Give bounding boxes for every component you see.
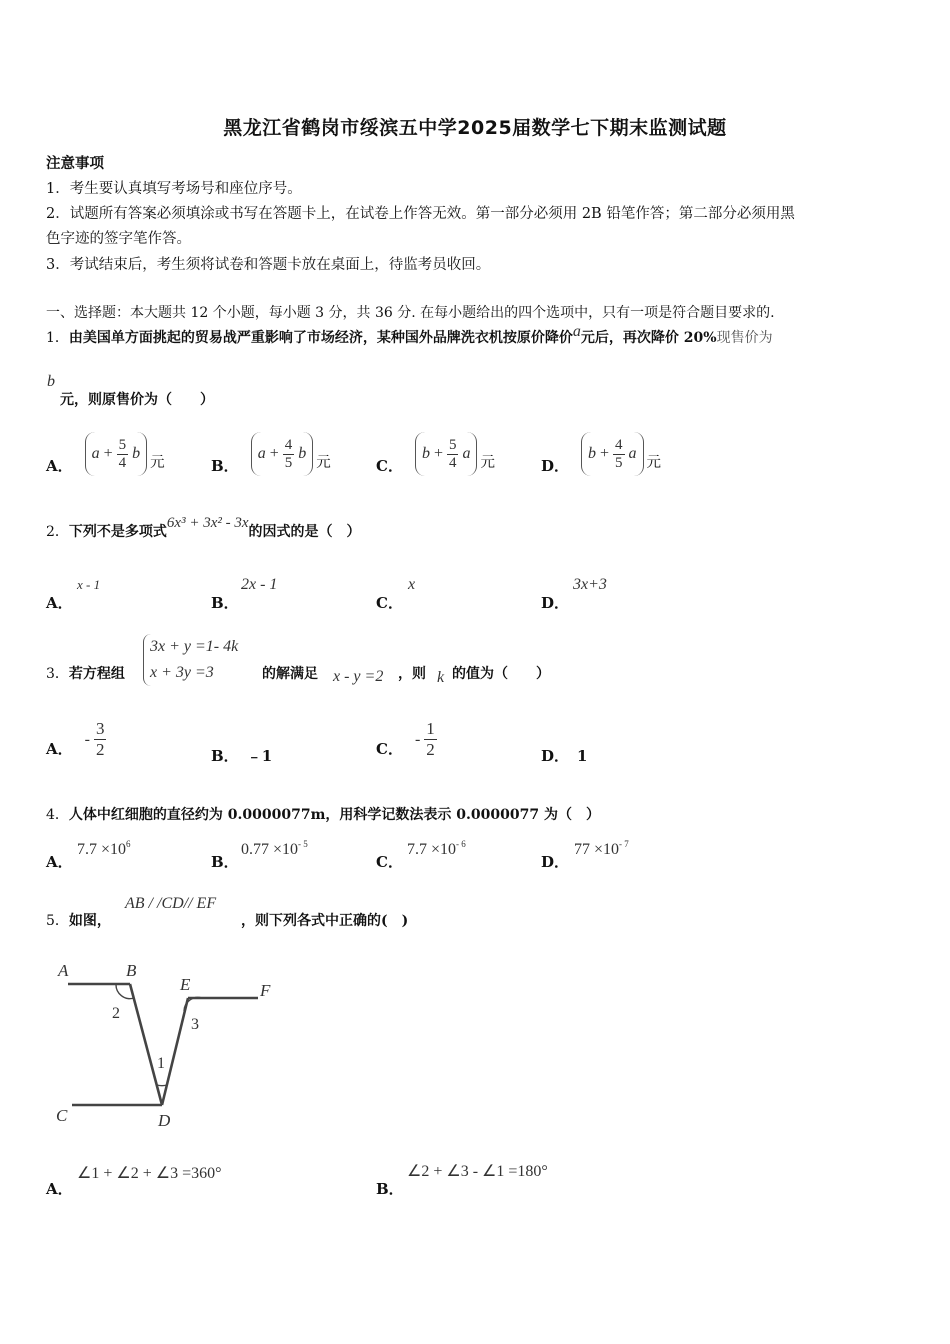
q2-option-d[interactable]: 3x+3 xyxy=(573,576,607,593)
label-angle-3: 3 xyxy=(191,1016,199,1033)
q1-option-a-label: A． xyxy=(46,456,73,475)
q1-c-v2: a xyxy=(462,445,471,462)
page-title: 黑龙江省鹤岗市绥滨五中学2025届数学七下期末监测试题 xyxy=(223,117,727,139)
q2-option-c[interactable]: x xyxy=(408,576,416,593)
q3-a-den: 2 xyxy=(95,740,105,759)
q3-condition: x - y =2 xyxy=(333,668,384,685)
q1-d-v2: a xyxy=(628,445,637,462)
q4-option-c-label[interactable]: C． xyxy=(376,853,403,871)
q1-b-unit: 元 xyxy=(316,454,331,471)
q1-a-den: 4 xyxy=(118,454,127,471)
q3-option-b-label: B． xyxy=(211,747,239,765)
q1-d-unit: 元 xyxy=(646,454,662,471)
q3-var-k: k xyxy=(437,669,445,686)
q4-text: 人体中红细胞的直径约为 0.0000077m，用科学记数法表示 0.0000077 为（ ） xyxy=(68,807,600,823)
q5-text-1: 如图， xyxy=(68,913,111,929)
q2-option-c-label[interactable]: C． xyxy=(376,594,403,612)
q4-option-d[interactable] xyxy=(574,839,629,859)
q2-option-d-label[interactable]: D． xyxy=(541,594,570,612)
q1-var-a: a xyxy=(572,323,581,340)
section-heading: 一、选择题：本大题共 12 个小题，每小题 3 分，共 36 分. 在每小题给出的四个选项中，只有一项是符合题目要求的. xyxy=(46,305,775,321)
q5-condition: AB / /CD// EF xyxy=(125,895,217,912)
segment-de xyxy=(162,998,188,1105)
q4-option-a-label[interactable]: A． xyxy=(46,853,73,871)
question-5 xyxy=(46,910,111,930)
q3-option-d[interactable] xyxy=(541,745,587,766)
q2-option-b-label[interactable]: B． xyxy=(211,594,239,612)
q1-a-unit: 元 xyxy=(150,454,165,471)
q1-b-num: 4 xyxy=(284,436,293,453)
q5-text-2: ，则下列各式中正确的( ) xyxy=(241,913,409,929)
q1-text-1: 由美国单方面挑起的贸易战严重影响了市场经济，某种国外品牌洗衣机按原价降价 xyxy=(68,330,573,346)
q1-text-2: 元后，再次降价 20% xyxy=(580,330,717,346)
q1-d-den: 5 xyxy=(615,454,623,471)
q1-option-b[interactable]: B． a + $\frac{4}{5}$ b 元 xyxy=(211,432,331,476)
q3-text-2: 的解满足 xyxy=(262,666,318,682)
q3-text-3: ，则 xyxy=(398,666,426,682)
q4-c-exp: - 6 xyxy=(456,839,466,849)
q5-option-a[interactable]: ∠1 + ∠2 + ∠3 =360° xyxy=(77,1165,222,1182)
label-e: E xyxy=(180,975,191,994)
q4-option-a[interactable] xyxy=(77,839,131,859)
label-d: D xyxy=(158,1111,171,1130)
q4-option-b-label[interactable]: B． xyxy=(211,853,239,871)
q3-equation-1: 3x + y =1- 4k xyxy=(150,638,239,655)
q1-option-c[interactable]: C． b + $\frac{5}{4}$ a 元 xyxy=(376,432,495,476)
q1-c-num: 5 xyxy=(448,436,457,453)
q2-option-a[interactable]: x - 1 xyxy=(77,577,101,592)
notice-item-1: 1．考生要认真填写考场号和座位序号。 xyxy=(46,181,302,197)
q1-d-num: 4 xyxy=(615,436,623,453)
q4-a-base: 7.7 ×10 xyxy=(77,841,127,858)
q3-option-b-value: ﹣1 xyxy=(246,747,273,765)
q1-b-den: 5 xyxy=(284,454,293,471)
q3-c-sign: - xyxy=(414,730,421,748)
q1-c-v1: b xyxy=(421,445,430,462)
notice-item-2: 2．试题所有答案必须填涂或书写在答题卡上，在试卷上作答无效。第一部分必须用 2B 铅笔作答；第二部分必须用黑 xyxy=(46,206,795,222)
label-a: A xyxy=(58,961,69,980)
q1-c-unit: 元 xyxy=(480,454,495,471)
q4-option-d-label[interactable]: D． xyxy=(541,853,570,871)
q1-option-d-label: D． xyxy=(541,456,570,475)
q1-b-v2: b xyxy=(298,445,307,462)
q3-option-d-value: 1 xyxy=(577,747,588,765)
q5-option-b-label[interactable]: B． xyxy=(376,1180,404,1198)
q2-number: 2． xyxy=(46,524,69,540)
question-3 xyxy=(46,663,125,683)
q2-option-a-label[interactable]: A． xyxy=(46,594,73,612)
q4-option-c[interactable] xyxy=(407,839,466,859)
q3-text-1: 若方程组 xyxy=(68,666,125,682)
q5-option-b[interactable]: ∠2 + ∠3 - ∠1 =180° xyxy=(407,1163,548,1180)
q3-number: 3． xyxy=(46,666,69,682)
q5-number: 5． xyxy=(46,913,69,929)
label-b: B xyxy=(126,961,137,980)
q3-option-b[interactable] xyxy=(211,745,272,766)
q1-a-num: 5 xyxy=(118,436,127,453)
q3-a-num: 3 xyxy=(95,719,105,738)
q3-option-c-label: C． xyxy=(376,740,403,758)
q3-equation-system xyxy=(143,634,238,686)
notice-item-2-cont: 色字迹的签字笔作答。 xyxy=(46,231,191,247)
q5-option-a-label[interactable]: A． xyxy=(46,1180,73,1198)
notice-heading: 注意事项 xyxy=(46,155,104,172)
notice-item-3: 3．考试结束后，考生须将试卷和答题卡放在桌面上，待监考员收回。 xyxy=(46,257,491,273)
q1-option-a[interactable]: A． a + $\frac{5}{4}$ b 元 xyxy=(46,432,165,476)
question-4 xyxy=(46,804,600,824)
q3-a-sign: - xyxy=(84,730,90,748)
q1-option-b-label: B． xyxy=(211,456,239,475)
q3-option-a-label: A． xyxy=(46,740,73,758)
q3-option-a[interactable] xyxy=(46,719,106,760)
label-f: F xyxy=(260,981,271,1000)
q4-number: 4． xyxy=(46,807,69,823)
q4-c-base: 7.7 ×10 xyxy=(407,841,457,858)
q1-option-d[interactable]: D． b + $\frac{4}{5}$ a 元 xyxy=(541,432,661,476)
q3-option-c[interactable] xyxy=(376,719,437,760)
q1-c-den: 4 xyxy=(448,454,457,471)
q2-polynomial: 6x³ + 3x² - 3x xyxy=(166,515,249,531)
q4-a-exp: 6 xyxy=(126,839,131,849)
q4-b-base: 0.77 ×10 xyxy=(241,841,299,858)
q4-b-exp: - 5 xyxy=(298,839,308,849)
parallel-lines-figure xyxy=(50,950,290,1135)
q1-var-b: b xyxy=(47,373,55,390)
angle-1-arc xyxy=(157,1085,167,1086)
q2-text-2: 的因式的是（ ） xyxy=(248,524,361,540)
q3-c-den: 2 xyxy=(426,740,435,759)
label-angle-1: 1 xyxy=(157,1055,165,1072)
q1-a-v2: b xyxy=(132,445,141,462)
q2-text-1: 下列不是多项式 xyxy=(68,524,167,540)
q1-text-4: 元，则原售价为（ ） xyxy=(60,392,214,408)
q3-equation-2: x + 3y =3 xyxy=(150,664,214,681)
q1-b-v1: a xyxy=(257,445,266,462)
q3-text-4: 的值为（ ） xyxy=(452,666,550,682)
q1-number: 1． xyxy=(46,330,69,346)
question-1 xyxy=(46,323,773,347)
q3-option-d-label: D． xyxy=(541,747,570,765)
q1-text-3: 现售价为 xyxy=(716,330,773,346)
q3-c-num: 1 xyxy=(426,719,435,738)
q1-option-c-label: C． xyxy=(376,456,403,475)
q1-a-v1: a xyxy=(91,445,100,462)
q2-option-b[interactable]: 2x - 1 xyxy=(241,576,278,593)
label-angle-2: 2 xyxy=(112,1005,120,1022)
question-2 xyxy=(46,515,361,541)
label-c: C xyxy=(56,1106,68,1125)
q4-option-b[interactable] xyxy=(241,839,308,859)
q4-d-exp: - 7 xyxy=(619,839,629,849)
segment-bd xyxy=(130,984,162,1105)
q1-d-v1: b xyxy=(588,445,597,462)
q4-d-base: 77 ×10 xyxy=(574,841,620,858)
